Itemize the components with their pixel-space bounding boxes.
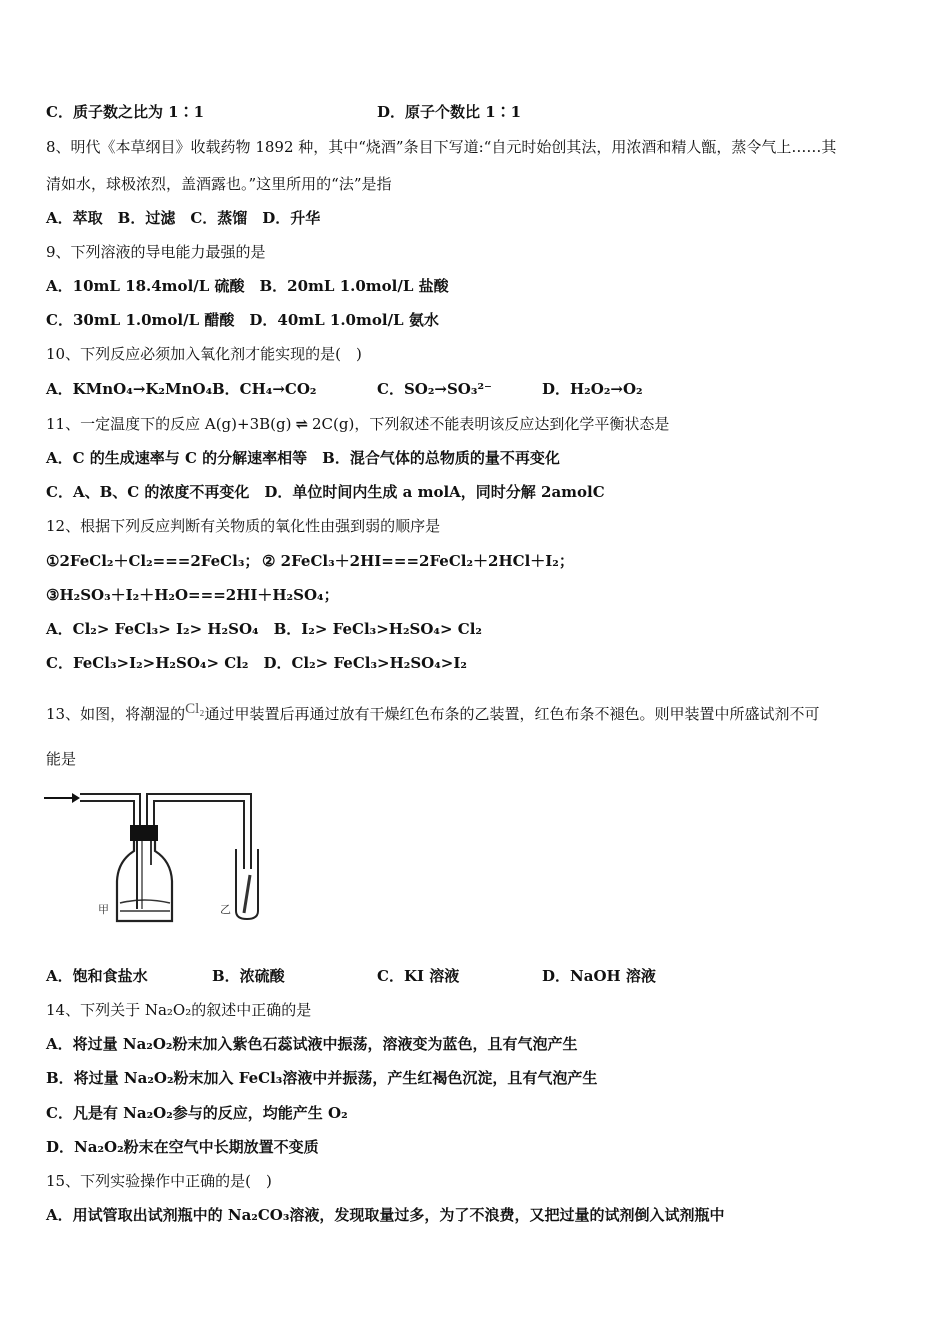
q12-options-ab: A．Cl₂> FeCl₃> I₂> H₂SO₄ B．I₂> FeCl₃>H₂SO₄> Cl₂ [46,620,483,638]
inlet-arrowhead [72,793,80,803]
q11-stem [46,414,669,434]
q11-stem-prefix: 11、一定温度下的反应 A(g)+3B(g) [46,415,292,433]
inlet-tube [80,794,140,825]
q14-stem: 14、下列关于 Na₂O₂的叙述中正确的是 [46,1001,312,1019]
q14-option-d: D．Na₂O₂粉末在空气中长期放置不变质 [46,1138,319,1156]
q13-option-c: C．KI 溶液 [377,967,460,985]
q10-option-d: D．H₂O₂→O₂ [542,380,643,398]
q10-stem: 10、下列反应必须加入氧化剂才能实现的是( ) [46,345,362,363]
q9-stem: 9、下列溶液的导电能力最强的是 [46,243,266,261]
q10-option-c: C．SO₂→SO₃²⁻ [377,380,492,398]
q12-stem: 12、根据下列反应判断有关物质的氧化性由强到弱的顺序是 [46,517,441,535]
q13-option-d: D．NaOH 溶液 [542,967,656,985]
q12-reaction-1: ①2FeCl₂＋Cl₂===2FeCl₃； [46,552,260,570]
q8-options: A．萃取 B．过滤 C．蒸馏 D．升华 [46,209,321,227]
gas-wash-bottle [117,841,172,921]
q10-option-b: B．CH₄→CO₂ [212,380,317,398]
q13-option-b: B．浓硫酸 [212,967,285,985]
red-cloth-strip [244,875,250,913]
cl2-formula: Cl₂ [185,701,205,717]
q7-option-d: D．原子个数比 1∶1 [377,103,522,121]
bottle-liquid [120,900,170,911]
q13-option-a: A．饱和食盐水 [46,967,148,985]
q14-option-c: C．凡是有 Na₂O₂参与的反应，均能产生 O₂ [46,1104,348,1122]
q14-option-a: A．将过量 Na₂O₂粉末加入紫色石蕊试液中振荡，溶液变为蓝色，且有气泡产生 [46,1035,578,1053]
q10-option-a: A．KMnO₄→K₂MnO₄ [46,380,213,398]
q7-option-c: C．质子数之比为 1∶1 [46,103,205,121]
apparatus-figure [44,777,296,925]
equilibrium-arrow-icon: ⇌ [295,415,309,433]
q13-stem-prefix: 13、如图，将潮湿的 [46,705,186,723]
label-yi: 乙 [220,903,231,916]
q12-reaction-3: ③H₂SO₃＋I₂＋H₂O===2HI＋H₂SO₄； [46,586,339,604]
bottle-stopper [130,825,158,841]
q8-stem-line1: 8、明代《本草纲目》收载药物 1892 种，其中“烧酒”条目下写道:“自元时始创其法，用浓酒和精人甑，蒸令气上……其 [46,138,837,156]
q13-stem-suffix: 通过甲装置后再通过放有干燥红色布条的乙装置，红色布条不褪色。则甲装置中所盛试剂不可 [204,705,820,723]
q11-stem-suffix: 2C(g)，下列叙述不能表明该反应达到化学平衡状态是 [312,415,670,433]
label-jia: 甲 [98,903,109,916]
q13-stem-line1 [46,699,820,724]
q15-option-a: A．用试管取出试剂瓶中的 Na₂CO₃溶液，发现取量过多，为了不浪费，又把过量的试剂倒入试剂瓶中 [46,1206,725,1224]
q9-options-cd: C．30mL 1.0mol/L 醋酸 D．40mL 1.0mol/L 氨水 [46,311,439,329]
apparatus-diagram [44,777,296,925]
q12-options-cd: C．FeCl₃>I₂>H₂SO₄> Cl₂ D．Cl₂> FeCl₃>H₂SO₄>I₂ [46,654,467,672]
q11-options-ab: A．C 的生成速率与 C 的分解速率相等 B．混合气体的总物质的量不再变化 [46,449,560,467]
q8-stem-line2: 清如水，球极浓烈，盖酒露也。”这里所用的“法”是指 [46,175,392,193]
q12-reaction-2: ② 2FeCl₃＋2HI===2FeCl₂＋2HCl＋I₂； [262,552,574,570]
test-tube [236,849,258,919]
q13-stem-line2: 能是 [46,750,77,768]
q9-options-ab: A．10mL 18.4mol/L 硫酸 B．20mL 1.0mol/L 盐酸 [46,277,449,295]
q14-option-b: B．将过量 Na₂O₂粉末加入 FeCl₃溶液中并振荡，产生红褐色沉淀，且有气泡产生 [46,1069,598,1087]
q15-stem: 15、下列实验操作中正确的是( ) [46,1172,272,1190]
q11-options-cd: C．A、B、C 的浓度不再变化 D．单位时间内生成 a molA，同时分解 2amolC [46,483,605,501]
